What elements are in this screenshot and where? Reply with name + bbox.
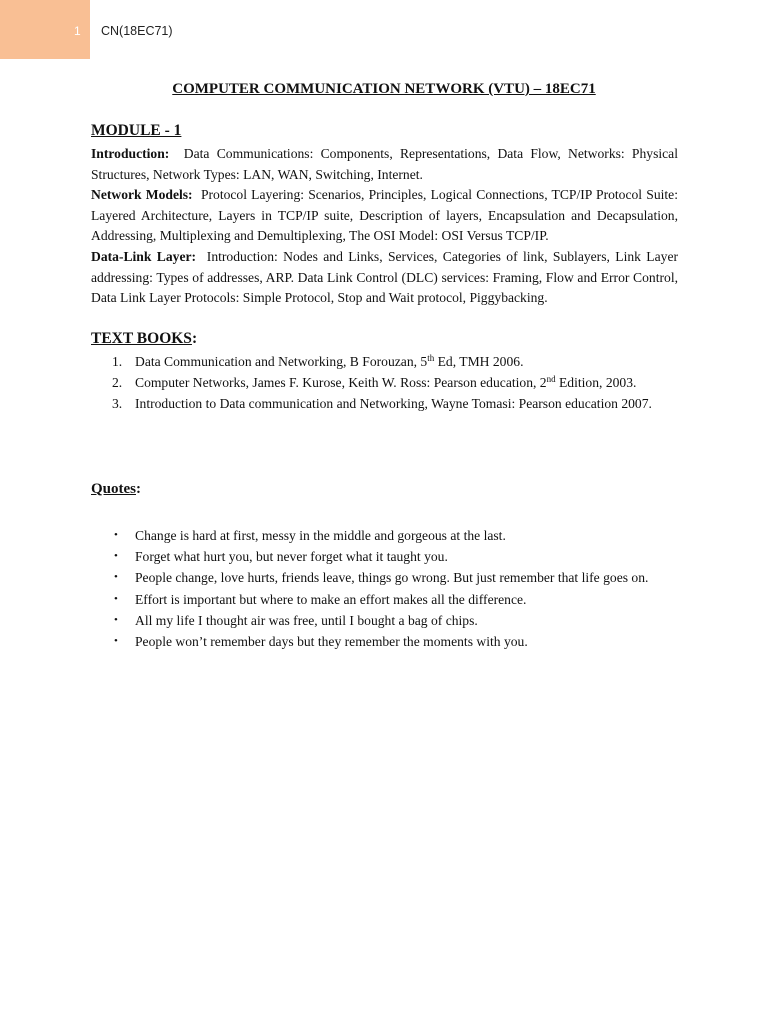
list-number: 1. <box>112 354 123 369</box>
list-item: • Change is hard at first, messy in the middle and gorgeous at the last. <box>91 525 711 546</box>
module-syllabus <box>91 144 678 309</box>
bullet-icon: • <box>114 613 118 626</box>
section-label: Data-Link Layer: <box>91 248 197 264</box>
module-heading: MODULE - 1 <box>91 122 182 139</box>
document-title: COMPUTER COMMUNICATION NETWORK (VTU) – 18EC71 <box>172 81 596 97</box>
bullet-icon: • <box>114 529 118 541</box>
list-number: 3. <box>112 396 123 411</box>
list-item: 1. Data Communication and Networking, B Forouzan, 5th Ed, TMH 2006. <box>91 351 691 372</box>
syllabus-section-introduction <box>91 144 678 185</box>
section-label: Network Models: <box>91 187 193 203</box>
syllabus-section-data-link-layer <box>91 247 678 309</box>
text-books-heading: TEXT BOOKS: <box>91 330 198 347</box>
section-text: Protocol Layering: Scenarios, Principles, Logical Connections, TCP/IP Protocol Suite: Layered Architecture, Layers in TCP/IP suite, Description of layers, Encapsulation and Decapsulation, Addressing, Multiplexing and Demultiplexing, The OSI Model: OSI Versus TCP/IP. <box>91 187 678 244</box>
section-label: Introduction: <box>91 146 170 161</box>
bullet-icon: • <box>114 550 118 563</box>
page-number: 1 <box>74 24 81 38</box>
bullet-icon: • <box>114 592 118 605</box>
list-item: • People won’t remember days but they remember the moments with you. <box>91 631 711 652</box>
bullet-icon: • <box>114 635 118 648</box>
section-text: Data Communications: Components, Representations, Data Flow, Networks: Physical Structures, Network Types: LAN, WAN, Switching, Internet. <box>91 146 678 182</box>
list-number: 2. <box>112 375 123 390</box>
list-item: • People change, love hurts, friends leave, things go wrong. But just remember that life goes on. <box>91 567 711 588</box>
list-item: • Effort is important but where to make an effort makes all the difference. <box>91 589 711 610</box>
quotes-list <box>91 525 711 652</box>
list-item: • Forget what hurt you, but never forget what it taught you. <box>91 546 711 567</box>
quotes-heading: Quotes: <box>91 481 141 497</box>
list-item: 2. Computer Networks, James F. Kurose, Keith W. Ross: Pearson education, 2nd Edition, 2003. <box>91 372 691 393</box>
bullet-icon: • <box>114 571 118 584</box>
list-item: 3. Introduction to Data communication and Networking, Wayne Tomasi: Pearson education 2007. <box>91 393 691 414</box>
header-short-title: CN(18EC71) <box>101 24 173 38</box>
section-text: Introduction: Nodes and Links, Services, Categories of link, Sublayers, Link Layer addressing: Types of addresses, ARP. Data Link Control (DLC) services: Framing, Flow and Error Control, Data Link Layer Protocols: Simple Protocol, Stop and Wait protocol, Piggybacking. <box>91 248 678 306</box>
list-item: • All my life I thought air was free, until I bought a bag of chips. <box>91 610 711 631</box>
text-books-list <box>91 351 691 414</box>
syllabus-section-network-models <box>91 185 678 247</box>
